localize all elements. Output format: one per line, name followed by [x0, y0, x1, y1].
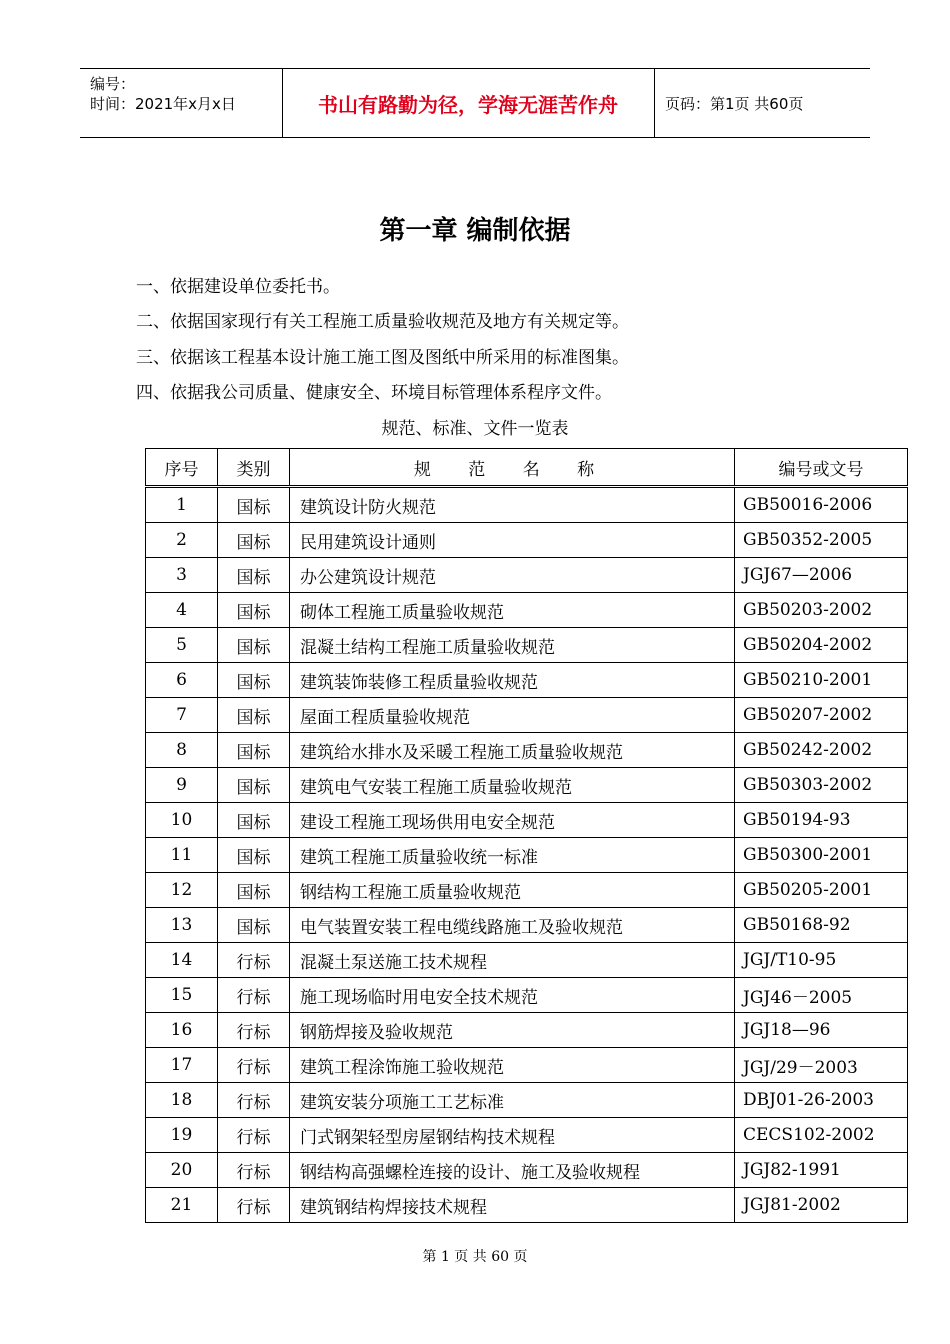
row-name: 建筑钢结构焊接技术规程	[290, 1188, 735, 1223]
row-category: 国标	[218, 908, 290, 943]
table-header-row	[146, 449, 908, 487]
row-category: 行标	[218, 943, 290, 978]
row-name: 建筑设计防火规范	[290, 487, 735, 523]
row-name: 施工现场临时用电安全技术规范	[290, 978, 735, 1013]
header-seq: 序号	[146, 449, 218, 487]
header-category: 类别	[218, 449, 290, 487]
table-caption: 规范、标准、文件一览表	[381, 419, 569, 439]
row-name: 钢结构高强螺栓连接的设计、施工及验收规程	[290, 1153, 735, 1188]
table-row	[146, 698, 908, 733]
row-seq: 20	[146, 1153, 218, 1188]
row-code: GB50194-93	[735, 803, 908, 838]
row-category: 国标	[218, 487, 290, 523]
doc-time-label: 时间：2021年x月x日	[90, 95, 236, 113]
table-row	[146, 873, 908, 908]
row-name: 钢结构工程施工质量验收规范	[290, 873, 735, 908]
table-row	[146, 558, 908, 593]
row-category: 国标	[218, 663, 290, 698]
header-code: 编号或文号	[735, 449, 908, 487]
row-code: DBJ01-26-2003	[735, 1083, 908, 1118]
row-category: 行标	[218, 1118, 290, 1153]
row-code: JGJ67—2006	[735, 558, 908, 593]
row-name: 建筑装饰装修工程质量验收规范	[290, 663, 735, 698]
header-meta-cell	[80, 69, 283, 137]
row-seq: 15	[146, 978, 218, 1013]
row-name: 建筑工程施工质量验收统一标准	[290, 838, 735, 873]
row-name: 建筑电气安装工程施工质量验收规范	[290, 768, 735, 803]
row-name: 电气装置安装工程电缆线路施工及验收规范	[290, 908, 735, 943]
row-seq: 14	[146, 943, 218, 978]
row-category: 行标	[218, 1013, 290, 1048]
row-name: 建筑工程涂饰施工验收规范	[290, 1048, 735, 1083]
standards-table	[145, 448, 908, 1223]
paragraph-1: 一、依据建设单位委托书。	[136, 277, 340, 297]
row-category: 国标	[218, 558, 290, 593]
table-row	[146, 943, 908, 978]
row-category: 行标	[218, 1083, 290, 1118]
row-seq: 2	[146, 523, 218, 558]
row-code: GB50203-2002	[735, 593, 908, 628]
row-code: JGJ/T10-95	[735, 943, 908, 978]
table-row	[146, 838, 908, 873]
row-category: 行标	[218, 1188, 290, 1223]
row-seq: 8	[146, 733, 218, 768]
row-category: 国标	[218, 523, 290, 558]
row-code: JGJ18—96	[735, 1013, 908, 1048]
table-row	[146, 593, 908, 628]
row-code: JGJ82-1991	[735, 1153, 908, 1188]
row-seq: 17	[146, 1048, 218, 1083]
row-seq: 3	[146, 558, 218, 593]
row-code: GB50016-2006	[735, 487, 908, 523]
row-name: 混凝土泵送施工技术规程	[290, 943, 735, 978]
row-code: CECS102-2002	[735, 1118, 908, 1153]
doc-number-label: 编号：	[90, 75, 136, 93]
table-row	[146, 1118, 908, 1153]
row-code: GB50242-2002	[735, 733, 908, 768]
row-category: 国标	[218, 768, 290, 803]
row-seq: 5	[146, 628, 218, 663]
row-seq: 13	[146, 908, 218, 943]
table-row	[146, 908, 908, 943]
table-body	[146, 487, 908, 1223]
row-code: GB50207-2002	[735, 698, 908, 733]
row-category: 行标	[218, 1153, 290, 1188]
table-row	[146, 768, 908, 803]
table-row	[146, 1013, 908, 1048]
table-row	[146, 733, 908, 768]
table-row	[146, 663, 908, 698]
row-name: 建设工程施工现场供用电安全规范	[290, 803, 735, 838]
row-code: GB50303-2002	[735, 768, 908, 803]
header-page-info: 页码：第1页 共60页	[665, 94, 804, 113]
paragraph-2: 二、依据国家现行有关工程施工质量验收规范及地方有关规定等。	[136, 312, 629, 332]
row-seq: 11	[146, 838, 218, 873]
table-row	[146, 628, 908, 663]
row-seq: 21	[146, 1188, 218, 1223]
paragraph-3: 三、依据该工程基本设计施工施工图及图纸中所采用的标准图集。	[136, 348, 629, 368]
table-row	[146, 1153, 908, 1188]
table-row	[146, 523, 908, 558]
row-seq: 10	[146, 803, 218, 838]
row-code: GB50204-2002	[735, 628, 908, 663]
row-category: 国标	[218, 698, 290, 733]
row-name: 砌体工程施工质量验收规范	[290, 593, 735, 628]
row-category: 行标	[218, 978, 290, 1013]
row-name: 屋面工程质量验收规范	[290, 698, 735, 733]
row-category: 行标	[218, 1048, 290, 1083]
row-code: GB50300-2001	[735, 838, 908, 873]
row-seq: 7	[146, 698, 218, 733]
row-category: 国标	[218, 628, 290, 663]
row-category: 国标	[218, 733, 290, 768]
row-name: 建筑给水排水及采暖工程施工质量验收规范	[290, 733, 735, 768]
row-name: 混凝土结构工程施工质量验收规范	[290, 628, 735, 663]
table-row	[146, 978, 908, 1013]
header-motto: 书山有路勤为径，学海无涯苦作舟	[282, 69, 655, 137]
table-row	[146, 1083, 908, 1118]
row-seq: 6	[146, 663, 218, 698]
row-name: 钢筋焊接及验收规范	[290, 1013, 735, 1048]
header-name: 规 范 名 称	[290, 449, 735, 487]
row-seq: 12	[146, 873, 218, 908]
row-code: GB50210-2001	[735, 663, 908, 698]
row-seq: 4	[146, 593, 218, 628]
row-category: 国标	[218, 838, 290, 873]
row-name: 民用建筑设计通则	[290, 523, 735, 558]
row-seq: 18	[146, 1083, 218, 1118]
row-seq: 1	[146, 487, 218, 523]
row-category: 国标	[218, 803, 290, 838]
paragraph-4: 四、依据我公司质量、健康安全、环境目标管理体系程序文件。	[136, 383, 612, 403]
chapter-title: 第一章 编制依据	[379, 216, 571, 246]
page-header	[80, 68, 870, 138]
table-row	[146, 1048, 908, 1083]
row-code: GB50168-92	[735, 908, 908, 943]
row-name: 办公建筑设计规范	[290, 558, 735, 593]
row-category: 国标	[218, 873, 290, 908]
row-seq: 16	[146, 1013, 218, 1048]
row-code: JGJ/29－2003	[735, 1048, 908, 1083]
table-row	[146, 803, 908, 838]
page-footer: 第 1 页 共 60 页	[422, 1249, 528, 1265]
row-code: GB50205-2001	[735, 873, 908, 908]
row-category: 国标	[218, 593, 290, 628]
row-code: GB50352-2005	[735, 523, 908, 558]
row-seq: 9	[146, 768, 218, 803]
row-seq: 19	[146, 1118, 218, 1153]
row-code: JGJ46－2005	[735, 978, 908, 1013]
row-code: JGJ81-2002	[735, 1188, 908, 1223]
table-row	[146, 1188, 908, 1223]
row-name: 建筑安装分项施工工艺标准	[290, 1083, 735, 1118]
table-row	[146, 487, 908, 523]
row-name: 门式钢架轻型房屋钢结构技术规程	[290, 1118, 735, 1153]
